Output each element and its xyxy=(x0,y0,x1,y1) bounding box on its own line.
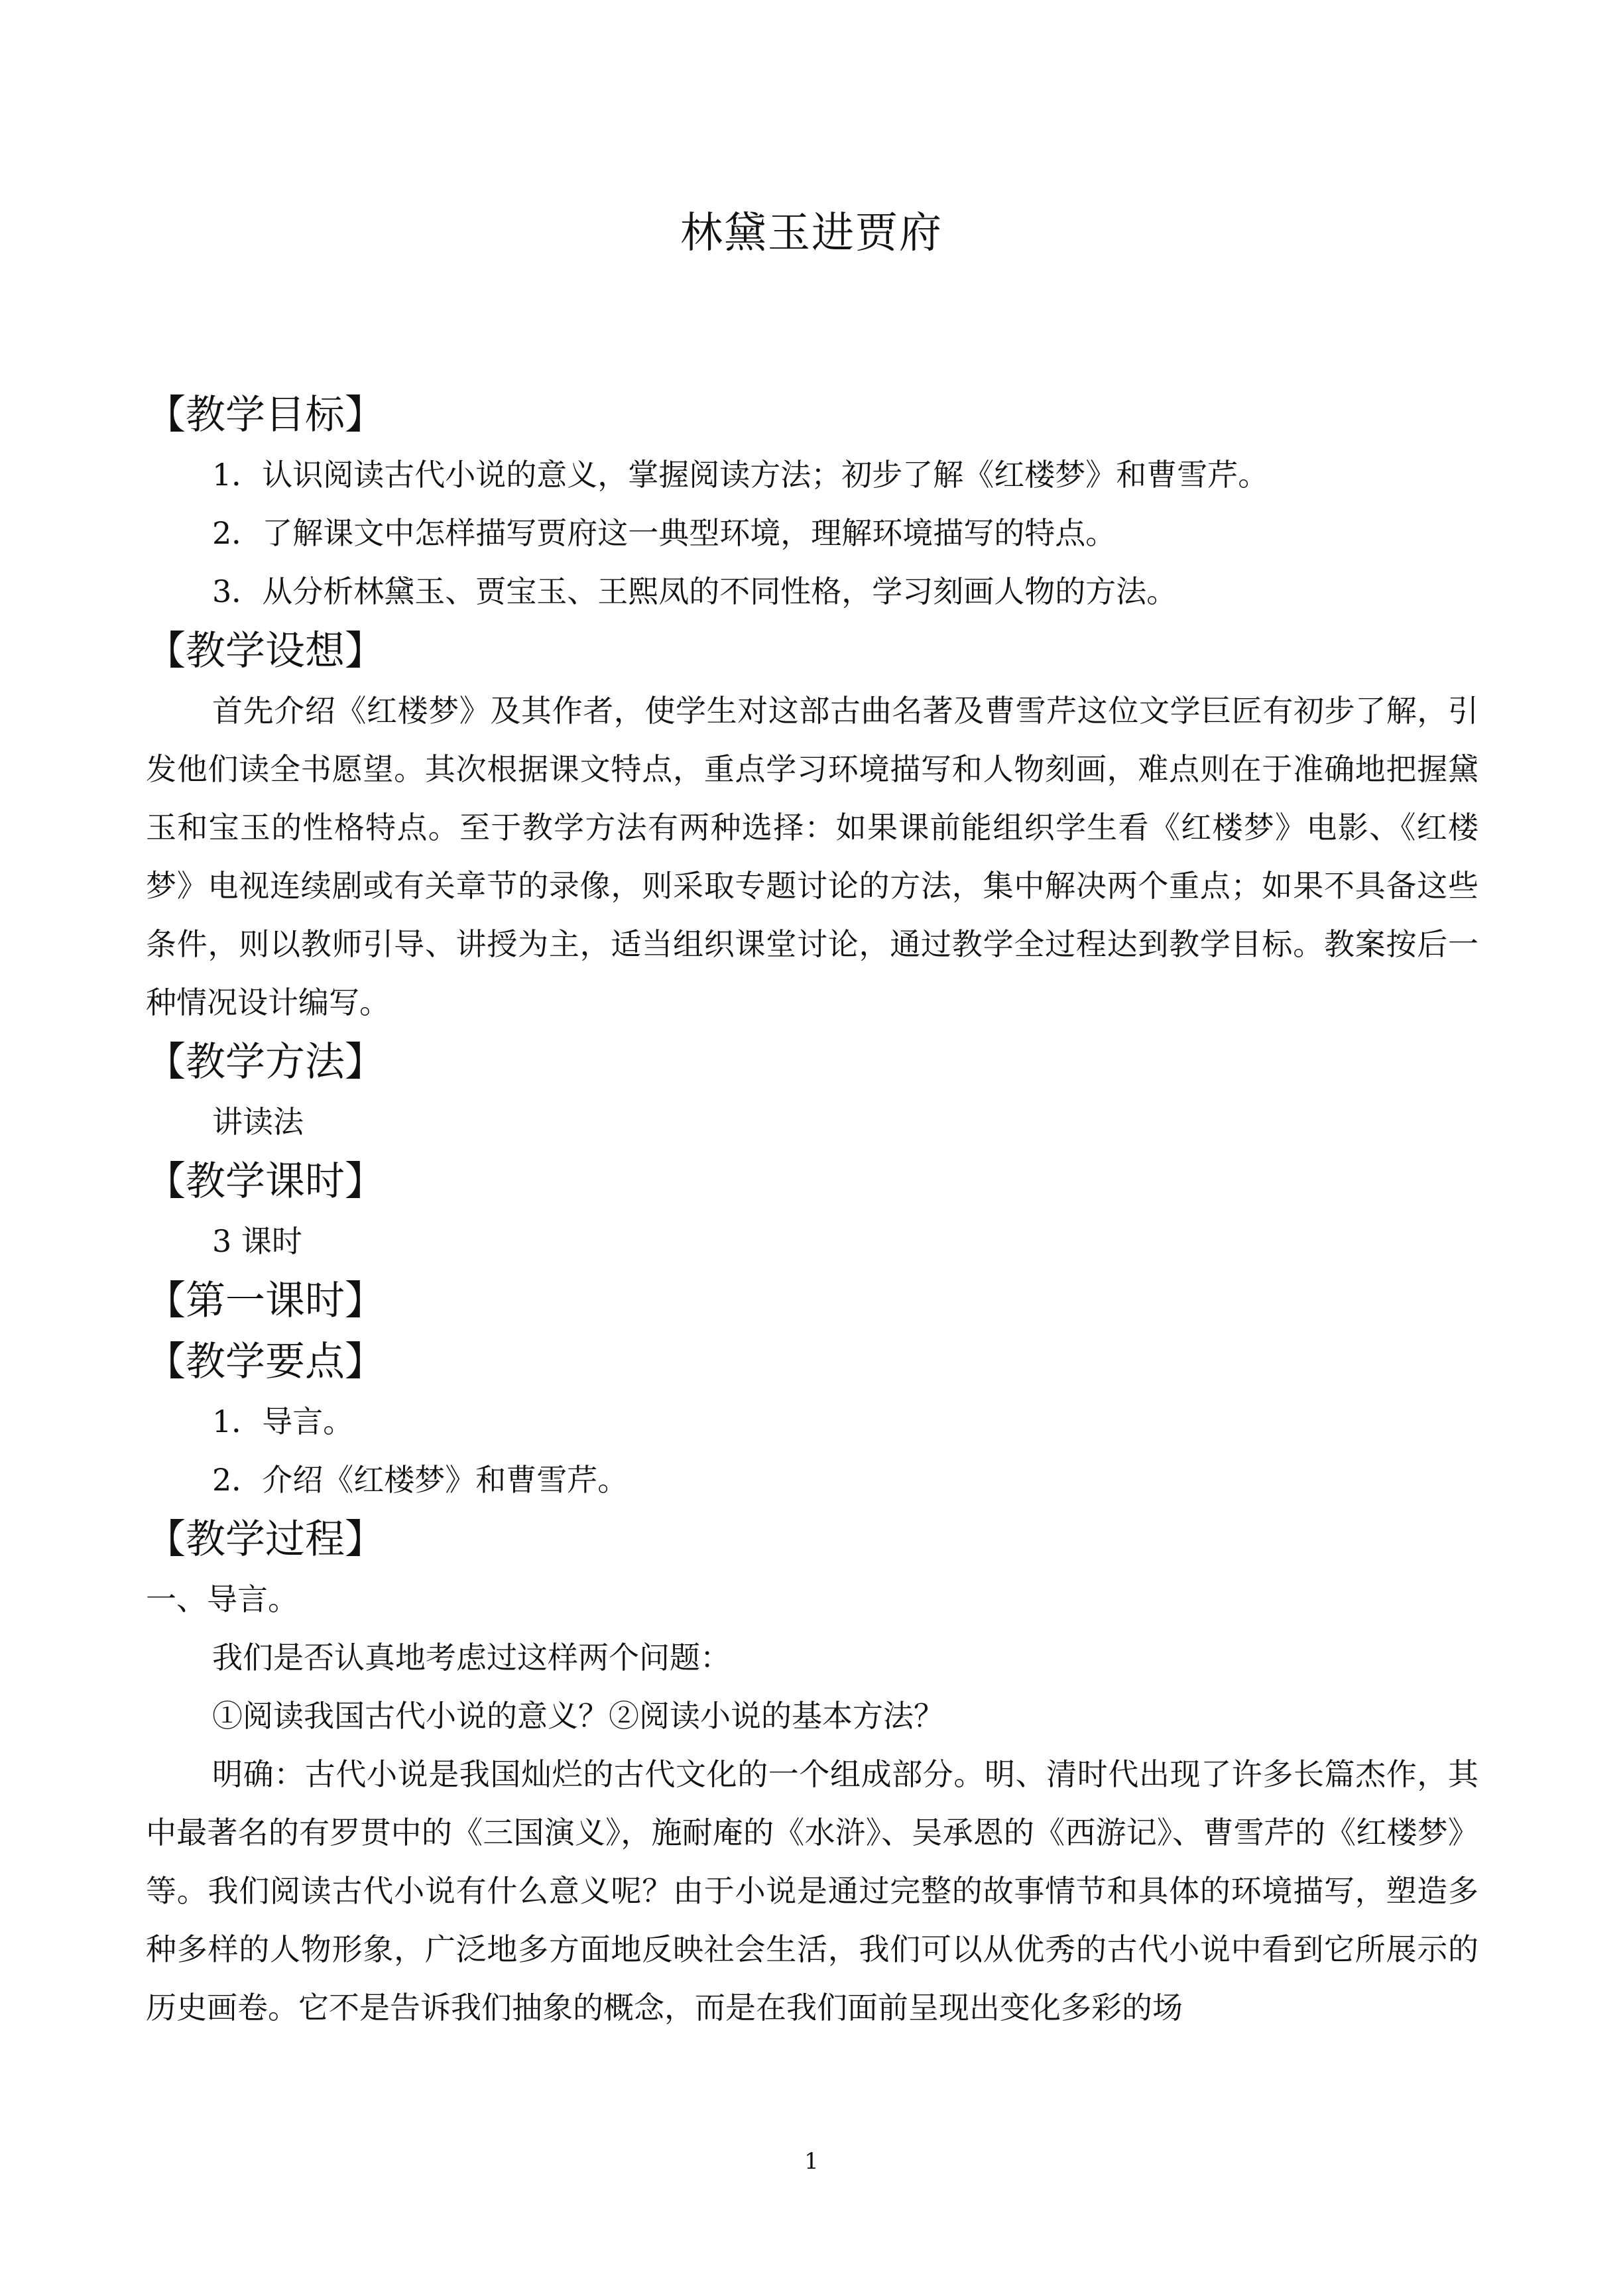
objective-item-1: 1．认识阅读古代小说的意义，掌握阅读方法；初步了解《红楼梦》和曹雪芹。 xyxy=(212,457,1269,493)
document-title: 林黛玉进贾府 xyxy=(680,209,943,258)
heading-key-points: 【教学要点】 xyxy=(146,1339,385,1385)
process-question-intro: 我们是否认真地考虑过这样两个问题： xyxy=(212,1640,731,1675)
method-text: 讲读法 xyxy=(212,1104,304,1140)
heading-method: 【教学方法】 xyxy=(146,1039,385,1085)
heading-process: 【教学过程】 xyxy=(146,1516,385,1563)
design-paragraph: 首先介绍《红楼梦》及其作者，使学生对这部古曲名著及曹雪芹这位文学巨匠有初步了解，引发他们读全书愿望。其次根据课文特点，重点学习环境描写和人物刻画，难点则在于准确地把握黛玉和宝玉的性格特点。至于教学方法有两种选择：如果课前能组织学生看《红楼梦》电影、《红楼梦》电视连续剧或有关章节的录像，则采取专题讨论的方法，集中解决两个重点；如果不具备这些条件，则以教师引导、讲授为主，适当组织课堂讨论，通过教学全过程达到教学目标。教案按后一种情况设计编写。 xyxy=(146,693,1478,1020)
page-number: 1 xyxy=(804,2148,819,2175)
objective-item-2: 2．了解课文中怎样描写贾府这一典型环境，理解环境描写的特点。 xyxy=(212,515,1116,551)
key-point-2: 2．介绍《红楼梦》和曹雪芹。 xyxy=(212,1462,629,1498)
document-body xyxy=(146,385,1478,2037)
heading-objectives: 【教学目标】 xyxy=(146,392,385,438)
heading-design: 【教学设想】 xyxy=(146,628,385,674)
process-questions: ①阅读我国古代小说的意义？②阅读小说的基本方法？ xyxy=(212,1698,944,1734)
process-subheading: 一、导言。 xyxy=(146,1581,298,1617)
heading-first-lesson: 【第一课时】 xyxy=(146,1278,385,1324)
key-point-1: 1．导言。 xyxy=(212,1404,354,1439)
objective-item-3: 3．从分析林黛玉、贾宝玉、王熙凤的不同性格，学习刻画人物的方法。 xyxy=(212,574,1177,609)
hours-text: 3 课时 xyxy=(212,1223,302,1259)
heading-hours: 【教学课时】 xyxy=(146,1158,385,1205)
process-answer: 明确：古代小说是我国灿烂的古代文化的一个组成部分。明、清时代出现了许多长篇杰作，其中最著名的有罗贯中的《三国演义》，施耐庵的《水浒》、吴承恩的《西游记》、曹雪芹的《红楼梦》等。我们阅读古代小说有什么意义呢？由于小说是通过完整的故事情节和具体的环境描写，塑造多种多样的人物形象，广泛地多方面地反映社会生活，我们可以从优秀的古代小说中看到它所展示的历史画卷。它不是告诉我们抽象的概念，而是在我们面前呈现出变化多彩的场 xyxy=(146,1756,1478,2025)
